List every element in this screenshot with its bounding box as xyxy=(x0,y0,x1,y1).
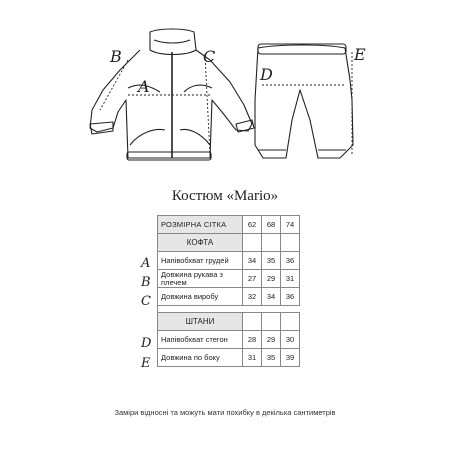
row-value: 36 xyxy=(281,288,300,306)
row-value: 29 xyxy=(262,270,281,288)
table-row xyxy=(158,270,300,288)
size-column: 74 xyxy=(281,216,300,234)
row-value: 27 xyxy=(243,270,262,288)
section-title-pants: ШТАНИ xyxy=(158,313,243,331)
label-C: C xyxy=(203,47,216,66)
row-value: 39 xyxy=(281,349,300,367)
row-value: 34 xyxy=(243,252,262,270)
table-spacer xyxy=(158,306,300,313)
table-row xyxy=(158,331,300,349)
row-label: Довжина по боку xyxy=(158,349,243,367)
garment-illustration xyxy=(0,0,450,185)
row-value: 28 xyxy=(243,331,262,349)
row-value: 32 xyxy=(243,288,262,306)
size-column: 68 xyxy=(262,216,281,234)
row-letter-D: D xyxy=(141,336,152,351)
label-E: E xyxy=(354,45,366,64)
row-value: 35 xyxy=(262,349,281,367)
page-title: Костюм «Mario» xyxy=(171,188,279,204)
label-B: B xyxy=(110,47,122,66)
size-table xyxy=(157,215,300,367)
section-row-jacket xyxy=(158,234,300,252)
row-letter-A: A xyxy=(141,256,151,271)
pants-drawing xyxy=(255,44,353,158)
label-A: A xyxy=(138,77,150,96)
table-row xyxy=(158,252,300,270)
row-letter-B: B xyxy=(141,275,151,290)
row-label: Довжина рукава з плечем xyxy=(158,270,243,288)
label-D: D xyxy=(260,65,273,84)
row-value: 35 xyxy=(262,252,281,270)
row-value: 31 xyxy=(281,270,300,288)
size-column: 62 xyxy=(243,216,262,234)
section-row-pants xyxy=(158,313,300,331)
row-letter-E: E xyxy=(141,356,151,371)
row-label: Напівобхват грудей xyxy=(158,252,243,270)
table-header: РОЗМІРНА СІТКА xyxy=(158,216,243,234)
measurement-footnote: Заміри відносні та можуть мати похибку в декілька сантиметрів xyxy=(114,408,336,417)
row-value: 34 xyxy=(262,288,281,306)
row-value: 30 xyxy=(281,331,300,349)
row-letter-C: C xyxy=(141,294,151,309)
row-value: 36 xyxy=(281,252,300,270)
table-row xyxy=(158,349,300,367)
section-title-jacket: КОФТА xyxy=(158,234,243,252)
row-value: 29 xyxy=(262,331,281,349)
table-row xyxy=(158,288,300,306)
row-label: Довжина виробу xyxy=(158,288,243,306)
row-label: Напівобхват стегон xyxy=(158,331,243,349)
table-header-row xyxy=(158,216,300,234)
row-value: 31 xyxy=(243,349,262,367)
